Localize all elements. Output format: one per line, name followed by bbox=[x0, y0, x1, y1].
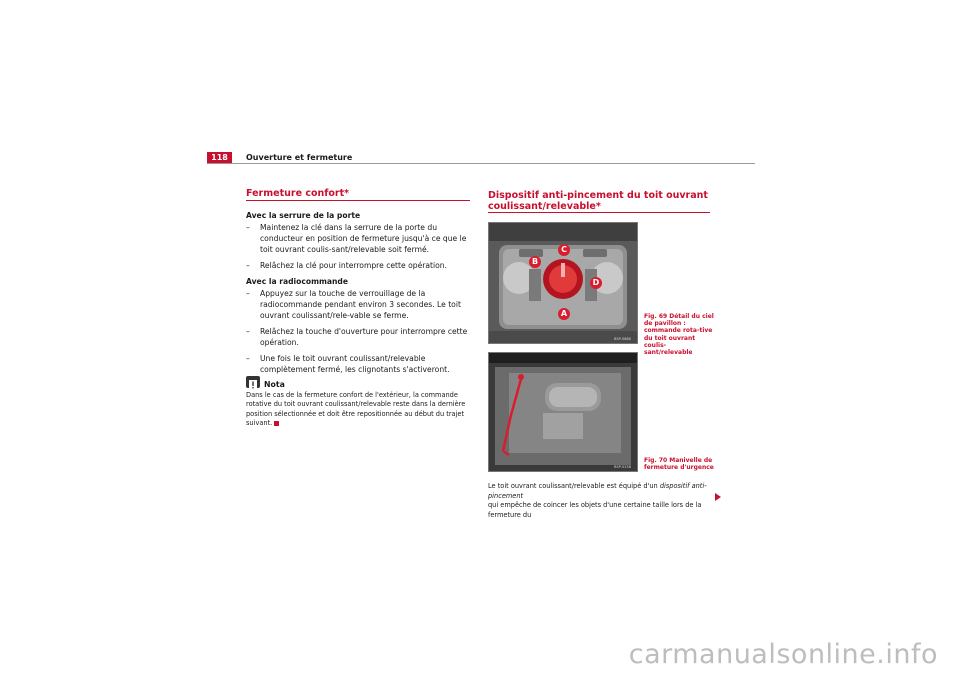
body-line2: qui empêche de coincer les objets d'une certaine taille lors de la fermeture du bbox=[488, 501, 702, 519]
list-item-text: Maintenez la clé dans la serrure de la porte du conducteur en position de fermeture jusqu'à ce que le toit ouvrant coulis-sant/relevable soit fermé. bbox=[260, 223, 467, 254]
right-column-body bbox=[488, 482, 714, 520]
list-item: – Appuyez sur la touche de verrouillage de la radiocommande pendant environ 3 secondes. Le toit ouvrant coulissant/rele-vable se ferme. bbox=[246, 288, 472, 321]
note-icon bbox=[246, 376, 260, 388]
watermark: carmanualsonline.info bbox=[628, 639, 938, 670]
caption-fig69: Fig. 69 Détail du ciel de pavillon : commande rota-tive du toit ouvrant coulis-sant/relevable bbox=[644, 313, 714, 357]
figure-roof-control bbox=[488, 222, 638, 344]
header-divider bbox=[207, 163, 755, 164]
subheading-remote: Avec la radiocommande bbox=[246, 277, 349, 286]
section-title-line2: coulissant/relevable* bbox=[488, 201, 601, 212]
label-c: C bbox=[558, 244, 570, 256]
section-title-confort: Fermeture confort* bbox=[246, 188, 350, 199]
body-italic: dispositif anti-pincement bbox=[488, 482, 707, 500]
roof-control-illustration bbox=[489, 223, 637, 343]
list-item: – Une fois le toit ouvrant coulissant/relevable complètement fermé, les clignotants s'activeront. bbox=[246, 353, 472, 375]
caption-fig70: Fig. 70 Manivelle de fermeture d'urgence bbox=[644, 457, 714, 472]
list-item-text: Appuyez sur la touche de verrouillage de la radiocommande pendant environ 3 secondes. Le toit ouvrant coulissant/rele-vable se ferme. bbox=[260, 289, 461, 320]
body-line1 bbox=[488, 482, 714, 501]
section-title-line1: Dispositif anti-pincement du toit ouvrant bbox=[488, 190, 708, 201]
continue-arrow-icon bbox=[715, 493, 721, 501]
list-item-text: Relâchez la clé pour interrompre cette opération. bbox=[260, 261, 447, 270]
section-rule-right bbox=[488, 212, 710, 213]
label-b: B bbox=[529, 256, 541, 268]
left-column-body bbox=[246, 210, 472, 375]
chapter-title: Ouverture et fermeture bbox=[246, 153, 353, 162]
body-text: Le toit ouvrant coulissant/relevable est équipé d'un bbox=[488, 482, 660, 490]
note-body bbox=[246, 391, 472, 429]
list-item: – Maintenez la clé dans la serrure de la porte du conducteur en position de fermeture jusqu'à ce que le toit ouvrant coulis-sant/relevable soit fermé. bbox=[246, 222, 472, 255]
section-title-anti-pinch bbox=[488, 190, 710, 212]
end-marker bbox=[274, 421, 279, 426]
note-text: Dans le cas de la fermeture confort de l'extérieur, la commande rotative du toit ouvrant coulissant/relevable reste dans la dernière position sélectionnée et doit être repositionnée au début du trajet suivant. bbox=[246, 391, 466, 428]
figure-code: B5P-0680 bbox=[614, 337, 631, 341]
label-a: A bbox=[558, 308, 570, 320]
figure-code: B5P-0156 bbox=[614, 465, 631, 469]
subheading-door-lock: Avec la serrure de la porte bbox=[246, 211, 361, 220]
label-d: D bbox=[590, 277, 602, 289]
list-item-text: Une fois le toit ouvrant coulissant/relevable complètement fermé, les clignotants s'activeront. bbox=[260, 354, 450, 374]
page-number: 118 bbox=[207, 152, 232, 164]
list-item: – Relâchez la clé pour interrompre cette opération. bbox=[246, 260, 472, 271]
figure-emergency-crank bbox=[488, 352, 638, 472]
section-rule-left bbox=[246, 200, 470, 201]
note-title: Nota bbox=[264, 380, 285, 389]
list-item: – Relâchez la touche d'ouverture pour interrompre cette opération. bbox=[246, 326, 472, 348]
list-item-text: Relâchez la touche d'ouverture pour interrompre cette opération. bbox=[260, 327, 468, 347]
emergency-crank-illustration bbox=[489, 353, 637, 471]
